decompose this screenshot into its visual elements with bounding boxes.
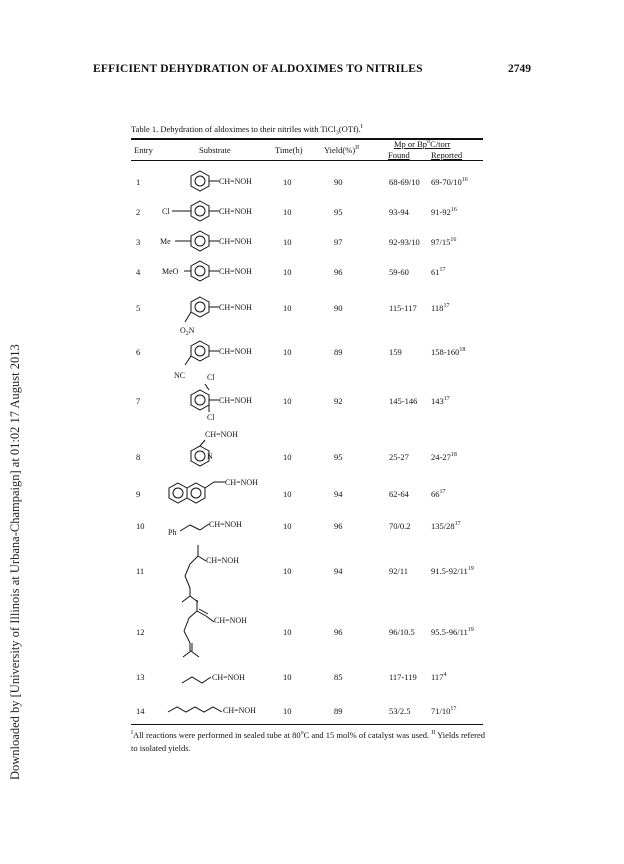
reference-number: 17 — [454, 521, 461, 528]
cell-entry: 2 — [136, 207, 141, 217]
reference-number: 18 — [450, 452, 457, 459]
cell-entry: 4 — [136, 267, 141, 277]
me-label: Me — [160, 237, 171, 246]
reference-number: 16 — [450, 207, 457, 214]
structure-dichlorobenzaldoxime — [191, 373, 252, 422]
reference-number: 4 — [443, 672, 447, 679]
caption-main: Table 1. Dehydration of aldoximes to their nitriles with TiCl — [131, 124, 336, 134]
oxime-label: CH=NOH — [219, 177, 252, 186]
cell-yield: 90 — [334, 177, 343, 187]
reported-value: 91.5-92/11 — [431, 566, 468, 576]
reference-number: 17 — [439, 489, 446, 496]
reported-value: 118 — [431, 303, 444, 313]
cell-yield: 85 — [334, 672, 343, 682]
mp-degree: o — [427, 139, 431, 146]
reported-value: 91-92 — [431, 207, 451, 217]
reported-value: 66 — [431, 489, 440, 499]
col-header-found: Found — [388, 150, 410, 160]
structure-methoxybenzaldoxime — [162, 261, 252, 281]
reported-value: 158-160 — [431, 347, 460, 357]
cell-yield: 96 — [334, 521, 343, 531]
structure-nitrobenzaldoxime — [180, 297, 252, 337]
footnote-text-1: All reactions were performed in sealed tube at 80 — [133, 730, 301, 740]
oxime-label: CH=NOH — [219, 303, 252, 312]
download-watermark: Downloaded by [University of Illinois at Urbana-Champaign] at 01:02 17 August 2013 — [8, 344, 22, 780]
cell-found: 92-93/10 — [389, 237, 420, 247]
cell-yield: 94 — [334, 489, 343, 499]
cell-time: 10 — [283, 177, 292, 187]
reported-value: 117 — [431, 672, 444, 682]
cell-found: 92/11 — [389, 566, 409, 576]
structure-methylbenzaldoxime — [160, 231, 252, 251]
cell-entry: 13 — [136, 672, 145, 682]
cell-time: 10 — [283, 207, 292, 217]
reported-value: 97/15 — [431, 237, 451, 247]
footnote-text-2: C and 15 mol% of catalyst was used. — [303, 730, 430, 740]
caption-superscript: I — [360, 124, 363, 131]
caption-tail: (OTf). — [338, 124, 361, 134]
reported-value: 143 — [431, 396, 444, 406]
ph-label: Ph — [168, 528, 177, 537]
cell-time: 10 — [283, 706, 292, 716]
cell-found: 25-27 — [389, 452, 409, 462]
oxime-label: CH=NOH — [205, 430, 238, 439]
cell-entry: 12 — [136, 627, 145, 637]
cell-found: 59-60 — [389, 267, 409, 277]
reference-number: 17 — [450, 706, 457, 713]
col-header-substrate: Substrate — [199, 145, 231, 155]
cell-entry: 6 — [136, 347, 141, 357]
structure-heptaldoxime — [168, 706, 256, 715]
cell-entry: 10 — [136, 521, 145, 531]
mp-label-text: Mp or Bp — [394, 139, 428, 149]
cell-yield: 90 — [334, 303, 343, 313]
cell-time: 10 — [283, 627, 292, 637]
oxime-label: CH=NOH — [219, 267, 252, 276]
structure-pyridinecarboxaldoxime — [191, 430, 238, 466]
oxime-label: CH=NOH — [225, 478, 258, 487]
cell-time: 10 — [283, 452, 292, 462]
cell-yield: 89 — [334, 706, 343, 716]
col-header-entry: Entry — [134, 145, 153, 155]
cell-time: 10 — [283, 489, 292, 499]
cell-found: 145-146 — [389, 396, 418, 406]
oxime-label: CH=NOH — [219, 347, 252, 356]
reference-number: 17 — [443, 396, 450, 403]
oxime-label: CH=NOH — [206, 556, 239, 565]
table-footnote — [131, 729, 491, 755]
structure-butyraldoxime — [182, 673, 245, 683]
o2n-label: $O_2N$ — [180, 326, 195, 337]
cell-found: 62-64 — [389, 489, 409, 499]
cell-yield: 89 — [334, 347, 343, 357]
oxime-label: CH=NOH — [223, 706, 256, 715]
cell-yield: 95 — [334, 452, 343, 462]
cell-found: 70/0.2 — [389, 521, 411, 531]
cell-found: 53/2.5 — [389, 706, 411, 716]
cell-found: 115-117 — [389, 303, 417, 313]
oxime-label: CH=NOH — [219, 396, 252, 405]
footnote-text-3: Yields refered to isolated yields. — [131, 730, 486, 753]
reference-number: 19 — [467, 566, 474, 573]
cell-time: 10 — [283, 347, 292, 357]
footnote-degree: o — [300, 730, 304, 737]
cell-entry: 14 — [136, 706, 145, 716]
structure-cinnamaldoxime — [168, 520, 242, 537]
cell-entry: 3 — [136, 237, 141, 247]
yield-superscript: II — [355, 145, 360, 152]
footnote-marker-1: I — [131, 730, 133, 737]
meo-label: MeO — [162, 267, 179, 276]
col-header-reported: Reported — [431, 150, 463, 160]
cell-entry: 11 — [136, 566, 145, 576]
cell-time: 10 — [283, 267, 292, 277]
cell-found: 96/10.5 — [389, 627, 415, 637]
footnote-marker-2: II — [431, 730, 436, 737]
cell-yield: 92 — [334, 396, 343, 406]
nc-label: NC — [174, 371, 186, 380]
cell-found: 159 — [389, 347, 402, 357]
reference-number: 19 — [467, 627, 474, 634]
cell-entry: 1 — [136, 177, 141, 187]
yield-label: Yield(%) — [324, 145, 356, 155]
reported-value: 69-70/10 — [431, 177, 462, 187]
cl-label: Cl — [162, 207, 170, 216]
cell-entry: 5 — [136, 303, 141, 313]
structure-benzaldoxime — [191, 171, 252, 191]
cell-yield: 96 — [334, 267, 343, 277]
cl-label-top: Cl — [207, 373, 215, 382]
cell-yield: 96 — [334, 627, 343, 637]
cell-time: 10 — [283, 521, 292, 531]
reported-value: 95.5-96/11 — [431, 627, 468, 637]
oxime-label: CH=NOH — [219, 237, 252, 246]
cell-yield: 95 — [334, 207, 343, 217]
running-header-title: EFFICIENT DEHYDRATION OF ALDOXIMES TO NITRILES — [93, 63, 423, 75]
cell-found: 68-69/10 — [389, 177, 420, 187]
reference-number: 17 — [443, 303, 450, 310]
reference-number: 16 — [461, 177, 468, 184]
cell-entry: 9 — [136, 489, 141, 499]
cell-yield: 94 — [334, 566, 343, 576]
structure-naphthaldoxime — [169, 478, 258, 503]
reported-value: 135/28 — [431, 521, 455, 531]
cell-time: 10 — [283, 566, 292, 576]
cell-time: 10 — [283, 237, 292, 247]
oxime-label: CH=NOH — [214, 616, 247, 625]
reference-number: 17 — [439, 267, 446, 274]
col-header-time: Time(h) — [275, 145, 303, 155]
cell-entry: 8 — [136, 452, 141, 462]
oxime-label: CH=NOH — [219, 207, 252, 216]
reference-number: 18 — [459, 347, 466, 354]
n-label: N — [207, 452, 213, 461]
reported-value: 71/10 — [431, 706, 451, 716]
cl-label-bottom: Cl — [207, 413, 215, 422]
structure-chlorobenzaldoxime — [162, 201, 252, 221]
cell-time: 10 — [283, 672, 292, 682]
oxime-label: CH=NOH — [209, 520, 242, 529]
cell-entry: 7 — [136, 396, 141, 406]
structure-citronellal-oxime — [182, 545, 239, 602]
page-number: 2749 — [508, 63, 531, 75]
caption-subscript: 3 — [335, 130, 339, 137]
cell-yield: 97 — [334, 237, 343, 247]
cell-time: 10 — [283, 396, 292, 406]
cell-time: 10 — [283, 303, 292, 313]
structure-citral-oxime — [183, 600, 247, 657]
oxime-label: CH=NOH — [212, 673, 245, 682]
mp-unit: C/torr — [430, 139, 451, 149]
reference-number: 16 — [450, 237, 457, 244]
cell-found: 93-94 — [389, 207, 409, 217]
reported-value: 24-27 — [431, 452, 451, 462]
cell-found: 117-119 — [389, 672, 417, 682]
reported-value: 61 — [431, 267, 440, 277]
